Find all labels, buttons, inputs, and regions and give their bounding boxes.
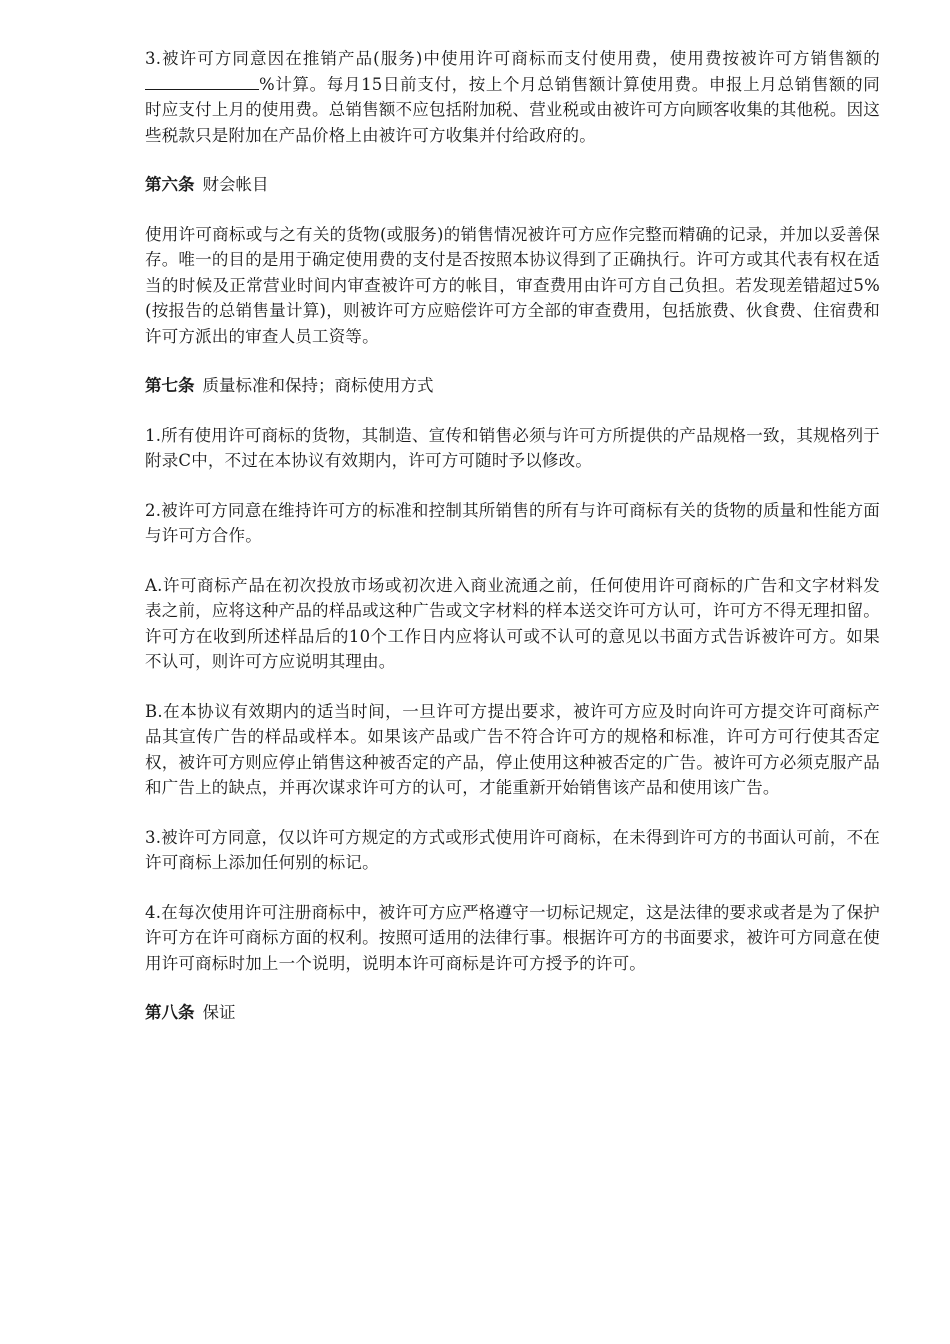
article-6-title: 财会帐目 bbox=[202, 175, 269, 194]
paragraph-accounting: 使用许可商标或与之有关的货物(或服务)的销售情况被许可方应作完整而精确的记录，并加以妥善保存。唯一的目的是用于确定使用费的支付是否按照本协议得到了正确执行。许可方或其代表有权在适当的时候及正常营业时间内审查被许可方的帐目，审查费用由许可方自己负担。若发现差错超过5%(按报告的总销售量计算)，则被许可方应赔偿许可方全部的审查费用，包括旅费、伙食费、住宿费和许可方派出的审查人员工资等。 bbox=[145, 224, 880, 346]
paragraph-product-spec: 1.所有使用许可商标的货物，其制造、宣传和销售必须与许可方所提供的产品规格一致，其规格列于附录C中，不过在本协议有效期内，许可方可随时予以修改。 bbox=[145, 425, 880, 470]
article-6-number: 第六条 bbox=[145, 175, 195, 194]
paragraph-sample-approval: A.许可商标产品在初次投放市场或初次进入商业流通之前，任何使用许可商标的广告和文字材料发表之前，应将这种产品的样品或这种广告或文字材料的样本送交许可方认可，许可方不得无理扣留。许可方在收到所述样品后的10个工作日内应将认可或不认可的意见以书面方式告诉被许可方。如果不认可，则许可方应说明其理由。 bbox=[145, 575, 880, 671]
article-8-number: 第八条 bbox=[145, 1003, 195, 1022]
article-7-number: 第七条 bbox=[145, 376, 195, 395]
article-8-heading bbox=[145, 1000, 880, 1026]
article-6-heading bbox=[145, 172, 880, 198]
royalty-text-after-blank: %计算。每月15日前支付，按上个月总销售额计算使用费。申报上月总销售额的同时应支付上月的使用费。总销售额不应包括附加税、营业税或由被许可方向顾客收集的其他税。因这些税款只是附加在产品价格上由被许可方收集并付给政府的。 bbox=[145, 74, 880, 145]
document-page bbox=[145, 46, 880, 1050]
article-7-title: 质量标准和保持；商标使用方式 bbox=[202, 376, 434, 395]
paragraph-marking-rules: 4.在每次使用许可注册商标中，被许可方应严格遵守一切标记规定，这是法律的要求或者是为了保护许可方在许可商标方面的权利。按照可适用的法律行事。根据许可方的书面要求，被许可方同意在使用许可商标时加上一个说明，说明本许可商标是许可方授予的许可。 bbox=[145, 902, 880, 973]
royalty-rate-blank bbox=[145, 75, 259, 90]
royalty-text-before-blank: 3.被许可方同意因在推销产品(服务)中使用许可商标而支付使用费，使用费按被许可方销售额的 bbox=[145, 49, 880, 68]
article-7-heading bbox=[145, 373, 880, 399]
paragraph-royalty-payment bbox=[145, 46, 880, 148]
article-8-title: 保证 bbox=[202, 1003, 236, 1022]
paragraph-quality-cooperation: 2.被许可方同意在维持许可方的标准和控制其所销售的所有与许可商标有关的货物的质量和性能方面与许可方合作。 bbox=[145, 500, 880, 545]
paragraph-usage-manner: 3.被许可方同意，仅以许可方规定的方式或形式使用许可商标，在未得到许可方的书面认可前，不在许可商标上添加任何别的标记。 bbox=[145, 827, 880, 872]
paragraph-sample-submission: B.在本协议有效期内的适当时间，一旦许可方提出要求，被许可方应及时向许可方提交许可商标产品其宣传广告的样品或样本。如果该产品或广告不符合许可方的规格和标准，许可方可行使其否定权，被许可方则应停止销售这种被否定的产品，停止使用这种被否定的广告。被许可方必须克服产品和广告上的缺点，并再次谋求许可方的认可，才能重新开始销售该产品和使用该广告。 bbox=[145, 701, 880, 797]
